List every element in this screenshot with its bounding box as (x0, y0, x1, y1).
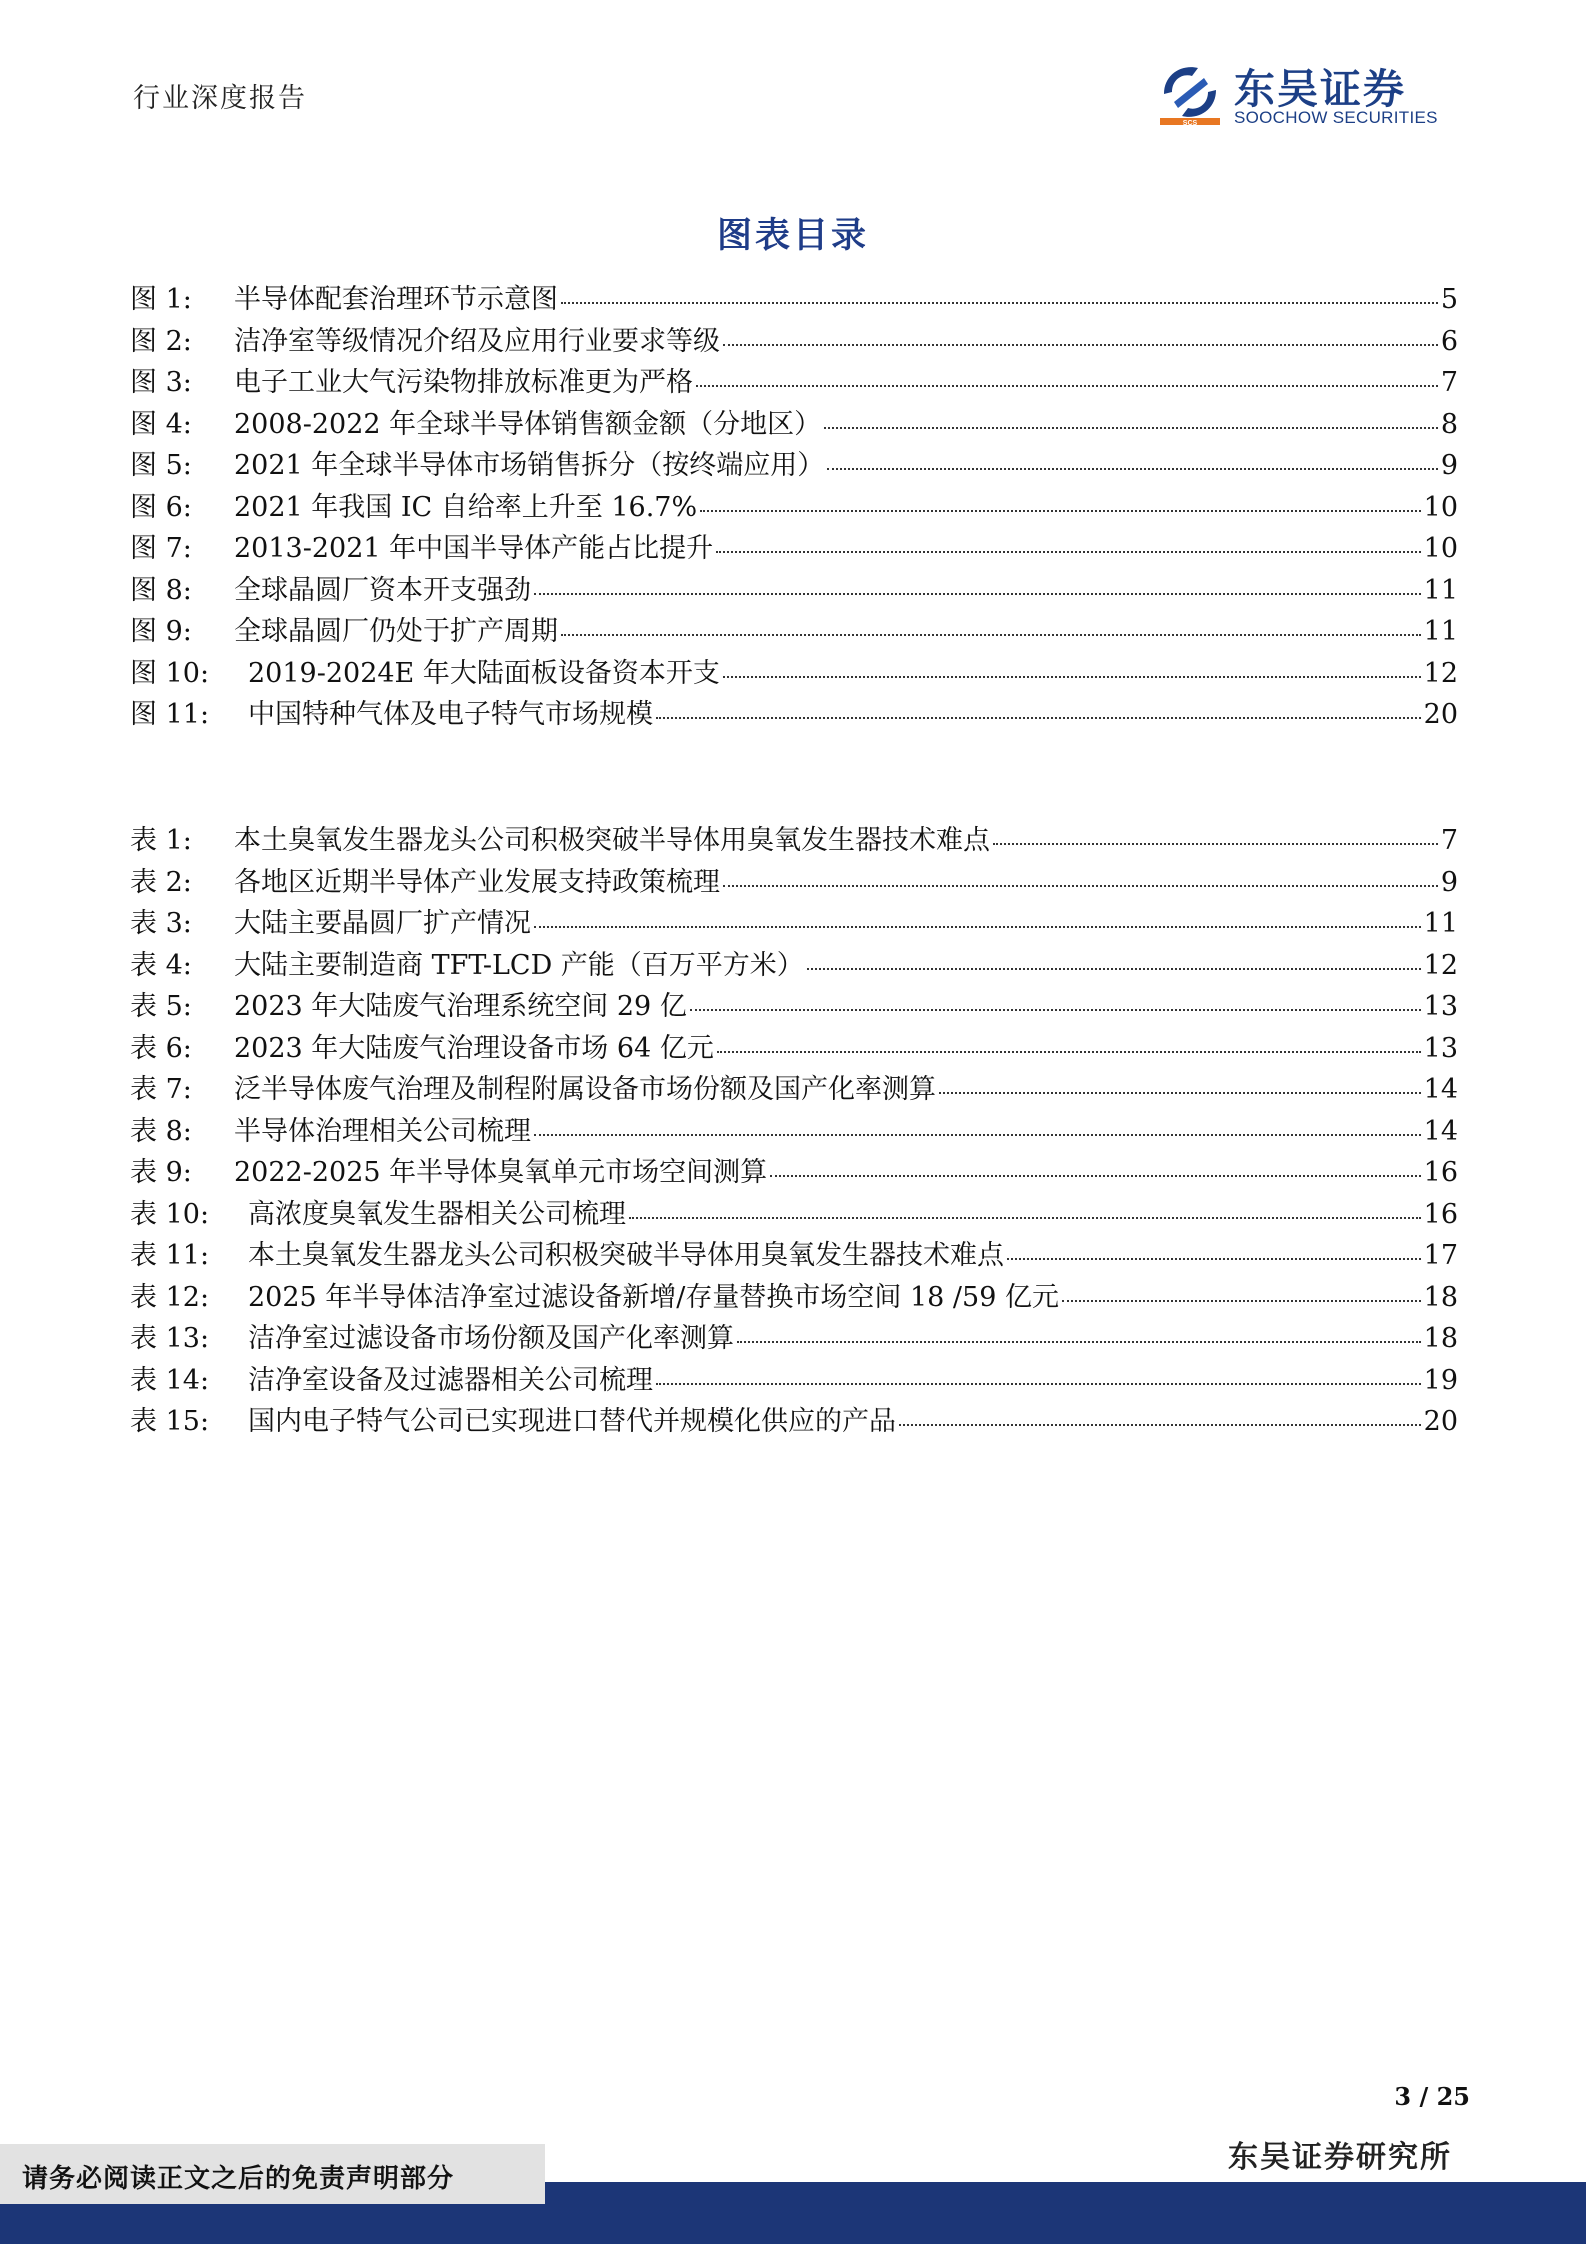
toc-title: 大陆主要晶圆厂扩产情况 (234, 908, 531, 939)
toc-entry-table-11[interactable] (130, 1235, 1458, 1277)
toc-entry-figure-11[interactable] (130, 694, 1458, 736)
toc-page: 7 (1440, 367, 1458, 398)
toc-page: 11 (1423, 616, 1458, 647)
toc-title: 国内电子特气公司已实现进口替代并规模化供应的产品 (248, 1406, 896, 1437)
toc-page: 12 (1423, 949, 1458, 981)
toc-entry-figure-7[interactable] (130, 528, 1458, 570)
toc-title: 各地区近期半导体产业发展支持政策梳理 (234, 866, 720, 898)
toc-page: 10 (1423, 491, 1458, 523)
toc-page: 9 (1440, 866, 1458, 898)
toc-title: 中国特种气体及电子特气市场规模 (248, 699, 653, 730)
toc-entry-figure-8[interactable] (130, 570, 1458, 612)
toc-label: 图 7: (130, 533, 192, 564)
toc-label: 图 9: (130, 616, 192, 647)
figure-list (130, 279, 1458, 736)
toc-label: 表 15: (130, 1406, 210, 1437)
leader-dots (824, 426, 1438, 429)
leader-dots (770, 1174, 1421, 1177)
table-list (130, 820, 1458, 1443)
toc-entry-table-14[interactable] (130, 1360, 1458, 1402)
page-number: 3 / 25 (1394, 2082, 1470, 2111)
toc-entry-table-8[interactable] (130, 1111, 1458, 1153)
toc-entry-figure-4[interactable] (130, 404, 1458, 446)
leader-dots (717, 1050, 1421, 1053)
toc-entry-table-3[interactable] (130, 903, 1458, 945)
leader-dots (1062, 1299, 1421, 1302)
leader-dots (723, 343, 1438, 346)
toc-title: 大陆主要制造商 TFT-LCD 产能（百万平方米） (234, 949, 804, 981)
leader-dots (827, 467, 1438, 470)
toc-title: 2013-2021 年中国半导体产能占比提升 (234, 533, 714, 564)
toc-page: 14 (1423, 1074, 1458, 1105)
toc-label: 表 11: (130, 1240, 210, 1271)
toc-entry-table-15[interactable] (130, 1401, 1458, 1443)
toc-page: 5 (1440, 284, 1458, 315)
page-title: 图表目录 (716, 215, 869, 256)
toc-label: 表 3: (130, 908, 192, 939)
report-category: 行业深度报告 (133, 83, 307, 114)
toc-entry-table-6[interactable] (130, 1028, 1458, 1070)
toc-title: 全球晶圆厂仍处于扩产周期 (234, 616, 558, 647)
leader-dots (534, 1133, 1421, 1136)
toc-entry-table-13[interactable] (130, 1318, 1458, 1360)
toc-page: 14 (1423, 1115, 1458, 1147)
toc-title: 2021 年全球半导体市场销售拆分（按终端应用） (234, 450, 825, 481)
toc-page: 18 (1423, 1323, 1458, 1354)
toc-entry-table-10[interactable] (130, 1194, 1458, 1236)
leader-dots (561, 633, 1421, 636)
leader-dots (737, 1340, 1421, 1343)
toc-title: 泛半导体废气治理及制程附属设备市场份额及国产化率测算 (234, 1074, 936, 1105)
toc-title: 2019-2024E 年大陆面板设备资本开支 (248, 657, 720, 689)
toc-page: 19 (1423, 1364, 1458, 1396)
toc-page: 13 (1423, 991, 1458, 1022)
toc-entry-table-9[interactable] (130, 1152, 1458, 1194)
toc-page: 12 (1423, 657, 1458, 689)
toc-title: 2023 年大陆废气治理设备市场 64 亿元 (234, 1032, 714, 1064)
leader-dots (534, 925, 1421, 928)
toc-entry-figure-3[interactable] (130, 362, 1458, 404)
toc-title: 2021 年我国 IC 自给率上升至 16.7% (234, 491, 698, 523)
leader-dots (723, 675, 1421, 678)
toc-label: 图 4: (130, 408, 192, 440)
toc-entry-table-5[interactable] (130, 986, 1458, 1028)
toc-title: 电子工业大气污染物排放标准更为严格 (234, 367, 693, 398)
toc-page: 16 (1423, 1157, 1458, 1188)
toc-entry-table-4[interactable] (130, 945, 1458, 987)
toc-label: 表 4: (130, 949, 192, 981)
toc-page: 18 (1423, 1281, 1458, 1313)
leader-dots (629, 1216, 1421, 1219)
toc-page: 11 (1423, 574, 1458, 606)
toc-label: 表 9: (130, 1157, 192, 1188)
toc-label: 表 7: (130, 1074, 192, 1105)
disclaimer-text: 请务必阅读正文之后的免责声明部分 (22, 2164, 455, 2194)
leader-dots (690, 1008, 1421, 1011)
footer-brand: 东吴证券研究所 (1228, 2140, 1452, 2175)
toc-entry-figure-5[interactable] (130, 445, 1458, 487)
toc-label: 图 3: (130, 367, 192, 398)
toc-page: 8 (1440, 408, 1458, 440)
toc-label: 图 8: (130, 574, 192, 606)
toc-label: 表 8: (130, 1115, 192, 1147)
toc-title: 2023 年大陆废气治理系统空间 29 亿 (234, 991, 687, 1022)
toc-page: 13 (1423, 1032, 1458, 1064)
leader-dots (534, 592, 1421, 595)
toc-label: 表 5: (130, 991, 192, 1022)
toc-label: 图 11: (130, 699, 210, 730)
leader-dots (700, 509, 1421, 512)
toc-label: 图 10: (130, 657, 210, 689)
logo-mark-text: SCS (1182, 120, 1198, 126)
toc-entry-table-12[interactable] (130, 1277, 1458, 1319)
leader-dots (723, 884, 1438, 887)
leader-dots (939, 1091, 1421, 1094)
toc-label: 图 6: (130, 491, 192, 523)
toc-page: 20 (1423, 699, 1458, 730)
toc-title: 2025 年半导体洁净室过滤设备新增/存量替换市场空间 18 /59 亿元 (248, 1281, 1059, 1313)
toc-title: 洁净室等级情况介绍及应用行业要求等级 (234, 325, 720, 357)
toc-title: 全球晶圆厂资本开支强劲 (234, 574, 531, 606)
leader-dots (1007, 1257, 1421, 1260)
toc-title: 2008-2022 年全球半导体销售额金额（分地区） (234, 408, 822, 440)
toc-title: 洁净室过滤设备市场份额及国产化率测算 (248, 1323, 734, 1354)
toc-page: 11 (1423, 908, 1458, 939)
toc-title: 半导体治理相关公司梳理 (234, 1115, 531, 1147)
toc-entry-table-2[interactable] (130, 862, 1458, 904)
leader-dots (716, 550, 1421, 553)
leader-dots (561, 301, 1438, 304)
toc-label: 表 2: (130, 866, 192, 898)
toc-page: 6 (1440, 325, 1458, 357)
toc-label: 表 6: (130, 1032, 192, 1064)
toc-title: 本土臭氧发生器龙头公司积极突破半导体用臭氧发生器技术难点 (234, 825, 990, 856)
logo-name-en: SOOCHOW SECURITIES (1234, 108, 1438, 127)
leader-dots (656, 716, 1421, 719)
toc-entry-figure-2[interactable] (130, 321, 1458, 363)
company-logo (1158, 58, 1470, 132)
toc-title: 洁净室设备及过滤器相关公司梳理 (248, 1364, 653, 1396)
toc-entry-figure-10[interactable] (130, 653, 1458, 695)
leader-dots (656, 1382, 1421, 1385)
scs-logo-icon (1158, 60, 1222, 126)
toc-page: 16 (1423, 1198, 1458, 1230)
toc-page: 17 (1423, 1240, 1458, 1271)
toc-entry-figure-1[interactable] (130, 279, 1458, 321)
leader-dots (696, 384, 1438, 387)
toc-page: 7 (1440, 825, 1458, 856)
toc-page: 20 (1423, 1406, 1458, 1437)
leader-dots (993, 842, 1438, 845)
toc-title: 2022-2025 年半导体臭氧单元市场空间测算 (234, 1157, 768, 1188)
toc-label: 表 14: (130, 1364, 210, 1396)
toc-page: 9 (1440, 450, 1458, 481)
toc-label: 图 5: (130, 450, 192, 481)
toc-label: 表 13: (130, 1323, 210, 1354)
toc-label: 表 10: (130, 1198, 210, 1230)
toc-label: 表 12: (130, 1281, 210, 1313)
disclaimer-box (0, 2144, 545, 2204)
toc-entry-table-7[interactable] (130, 1069, 1458, 1111)
toc-title: 本土臭氧发生器龙头公司积极突破半导体用臭氧发生器技术难点 (248, 1240, 1004, 1271)
toc-label: 表 1: (130, 825, 192, 856)
logo-name-cn: 东吴证券 (1234, 65, 1406, 113)
toc-entry-figure-6[interactable] (130, 487, 1458, 529)
toc-entry-table-1[interactable] (130, 820, 1458, 862)
toc-page: 10 (1423, 533, 1458, 564)
toc-label: 图 2: (130, 325, 192, 357)
toc-label: 图 1: (130, 284, 192, 315)
toc-entry-figure-9[interactable] (130, 611, 1458, 653)
toc-title: 高浓度臭氧发生器相关公司梳理 (248, 1198, 626, 1230)
leader-dots (899, 1423, 1421, 1426)
toc-title: 半导体配套治理环节示意图 (234, 284, 558, 315)
leader-dots (807, 967, 1421, 970)
